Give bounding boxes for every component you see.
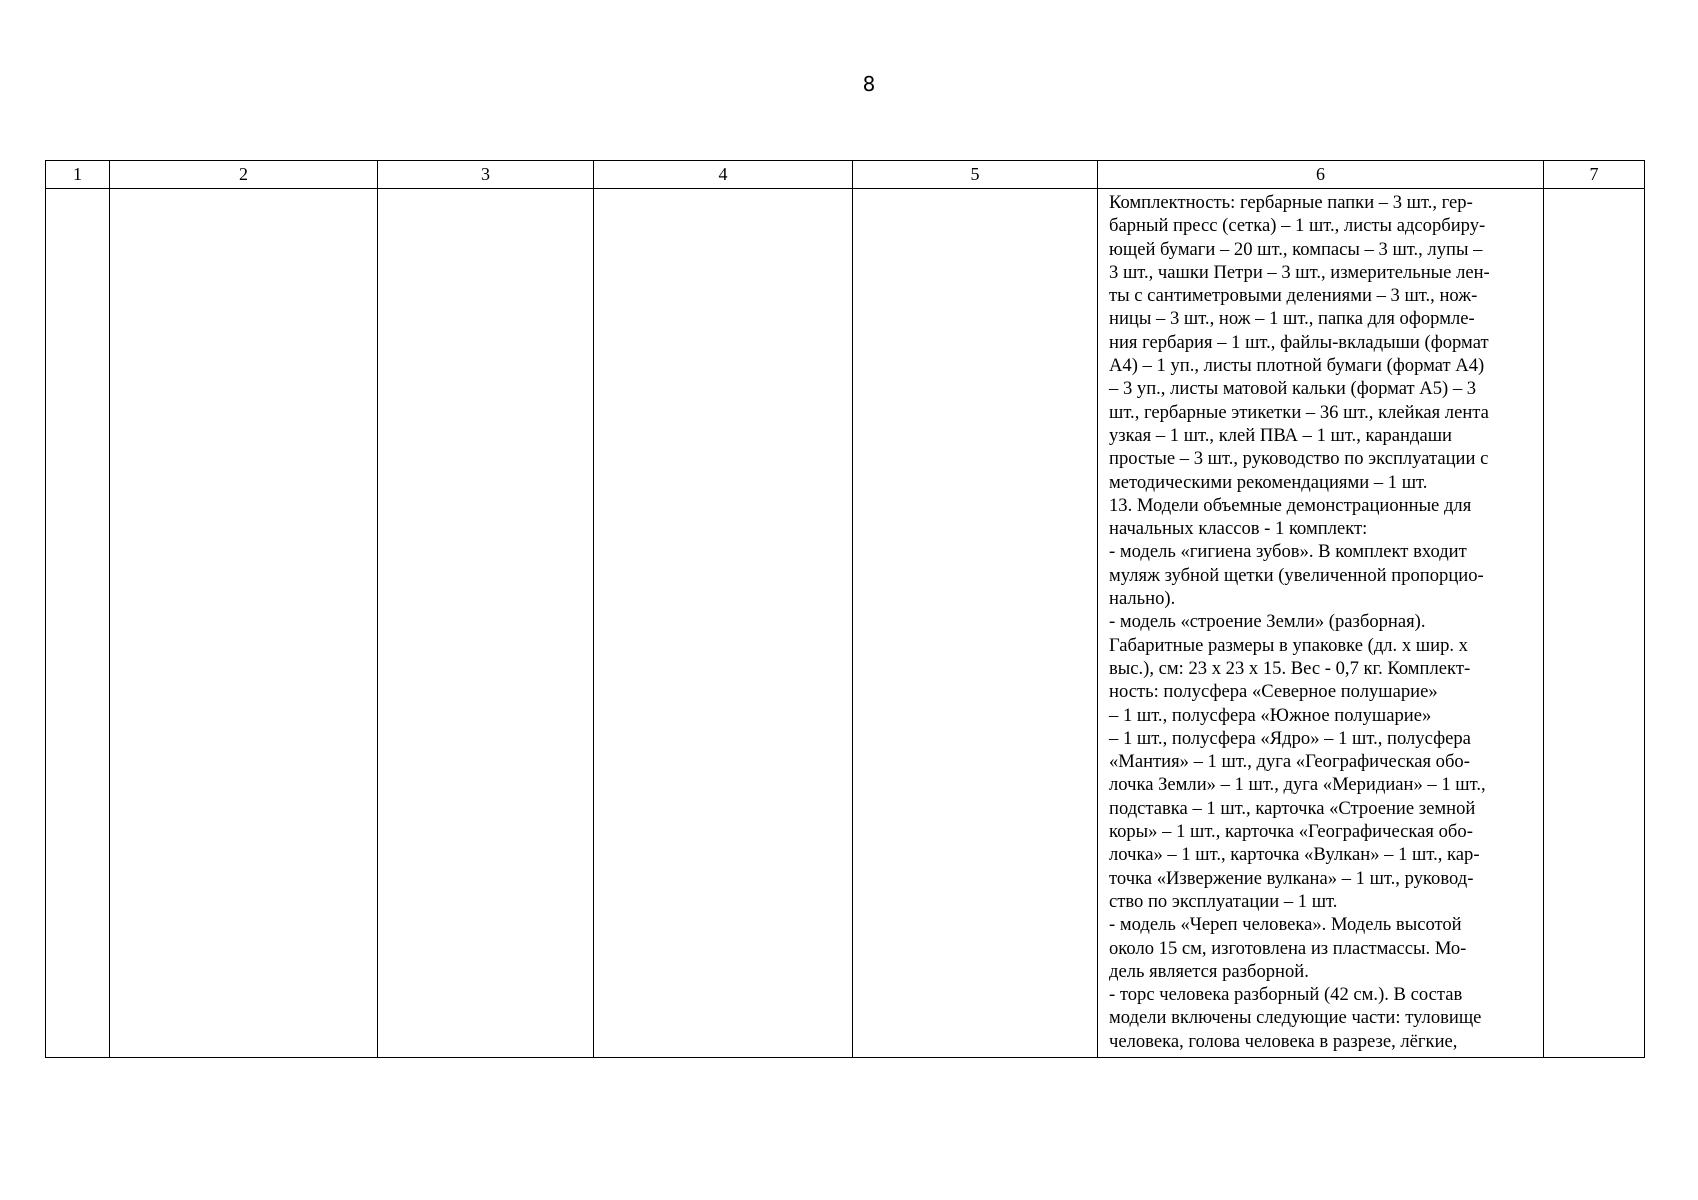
text-line: 13. Модели объемные демонстрационные для [1109, 494, 1472, 516]
column-header-7: 7 [1544, 161, 1645, 189]
text-line: 3 шт., чашки Петри – 3 шт., измерительные лен- [1109, 261, 1490, 283]
text-line: А4) – 1 уп., листы плотной бумаги (формат А4) [1109, 355, 1485, 377]
table-cell-col5 [853, 189, 1098, 1058]
table-cell-col6 [1098, 189, 1544, 1058]
column-header-3: 3 [378, 161, 594, 189]
text-line: лочка Земли» – 1 шт., дуга «Меридиан» – 1 шт., [1109, 774, 1486, 796]
text-line: нально). [1109, 588, 1176, 610]
specification-table [45, 160, 1645, 1058]
text-line: начальных классов - 1 комплект: [1109, 518, 1368, 540]
column-header-1: 1 [46, 161, 110, 189]
text-line: ющей бумаги – 20 шт., компасы – 3 шт., лупы – [1109, 238, 1483, 260]
text-line: Габаритные размеры в упаковке (дл. х шир. х [1109, 634, 1468, 656]
text-line: простые – 3 шт., руководство по эксплуатации с [1109, 448, 1489, 470]
text-line: точка «Извержение вулкана» – 1 шт., руковод- [1109, 867, 1474, 889]
text-line: методическими рекомендациями – 1 шт. [1109, 471, 1428, 493]
column-header-4: 4 [594, 161, 853, 189]
table-cell-col3 [378, 189, 594, 1058]
text-line: ство по эксплуатации – 1 шт. [1109, 890, 1338, 912]
text-line: шт., гербарные этикетки – 36 шт., клейкая лента [1109, 401, 1489, 423]
column-header-6: 6 [1098, 161, 1544, 189]
text-line: барный пресс (сетка) – 1 шт., листы адсорбиру- [1109, 215, 1486, 237]
table-cell-col1 [46, 189, 110, 1058]
specification-text [1098, 189, 1543, 1057]
text-line: ты с сантиметровыми делениями – 3 шт., нож- [1109, 285, 1478, 307]
text-line: модели включены следующие части: туловище [1109, 1007, 1482, 1029]
text-line: ния гербария – 1 шт., файлы-вкладыши (формат [1109, 331, 1489, 353]
text-line: выс.), см: 23 х 23 х 15. Вес - 0,7 кг. Комплект- [1109, 657, 1471, 679]
text-line: около 15 см, изготовлена из пластмассы. Мо- [1109, 937, 1467, 959]
table-header-row [46, 161, 1645, 189]
text-line: – 1 шт., полусфера «Южное полушарие» [1109, 704, 1432, 726]
page-number: 8 [862, 72, 876, 96]
column-header-2: 2 [110, 161, 378, 189]
text-line: узкая – 1 шт., клей ПВА – 1 шт., карандаши [1109, 424, 1452, 446]
text-line: коры» – 1 шт., карточка «Географическая обо- [1109, 821, 1473, 843]
text-line: муляж зубной щетки (увеличенной пропорцио- [1109, 564, 1484, 586]
text-line: Комплектность: гербарные папки – 3 шт., гер- [1109, 192, 1473, 213]
text-line: – 1 шт., полусфера «Ядро» – 1 шт., полусфера [1109, 727, 1471, 749]
text-line: лочка» – 1 шт., карточка «Вулкан» – 1 шт., кар- [1109, 844, 1480, 866]
text-line: ность: полусфера «Северное полушарие» [1109, 681, 1438, 703]
column-header-5: 5 [853, 161, 1098, 189]
text-line: - модель «Череп человека». Модель высотой [1109, 914, 1462, 936]
table-cell-col4 [594, 189, 853, 1058]
table-row [46, 189, 1645, 1058]
text-line: - модель «строение Земли» (разборная). [1109, 611, 1426, 633]
text-line: «Мантия» – 1 шт., дуга «Географическая обо- [1109, 751, 1470, 773]
table-cell-col2 [110, 189, 378, 1058]
text-line: – 3 уп., листы матовой кальки (формат А5) – 3 [1109, 378, 1477, 400]
text-line: - модель «гигиена зубов». В комплект входит [1109, 541, 1467, 563]
text-line: дель является разборной. [1109, 960, 1309, 982]
text-line: человека, голова человека в разрезе, лёгкие, [1109, 1030, 1458, 1052]
text-line: - торс человека разборный (42 см.). В состав [1109, 984, 1463, 1006]
text-line: подставка – 1 шт., карточка «Строение земной [1109, 797, 1476, 819]
table-cell-col7 [1544, 189, 1645, 1058]
text-line: ницы – 3 шт., нож – 1 шт., папка для оформле- [1109, 308, 1475, 330]
